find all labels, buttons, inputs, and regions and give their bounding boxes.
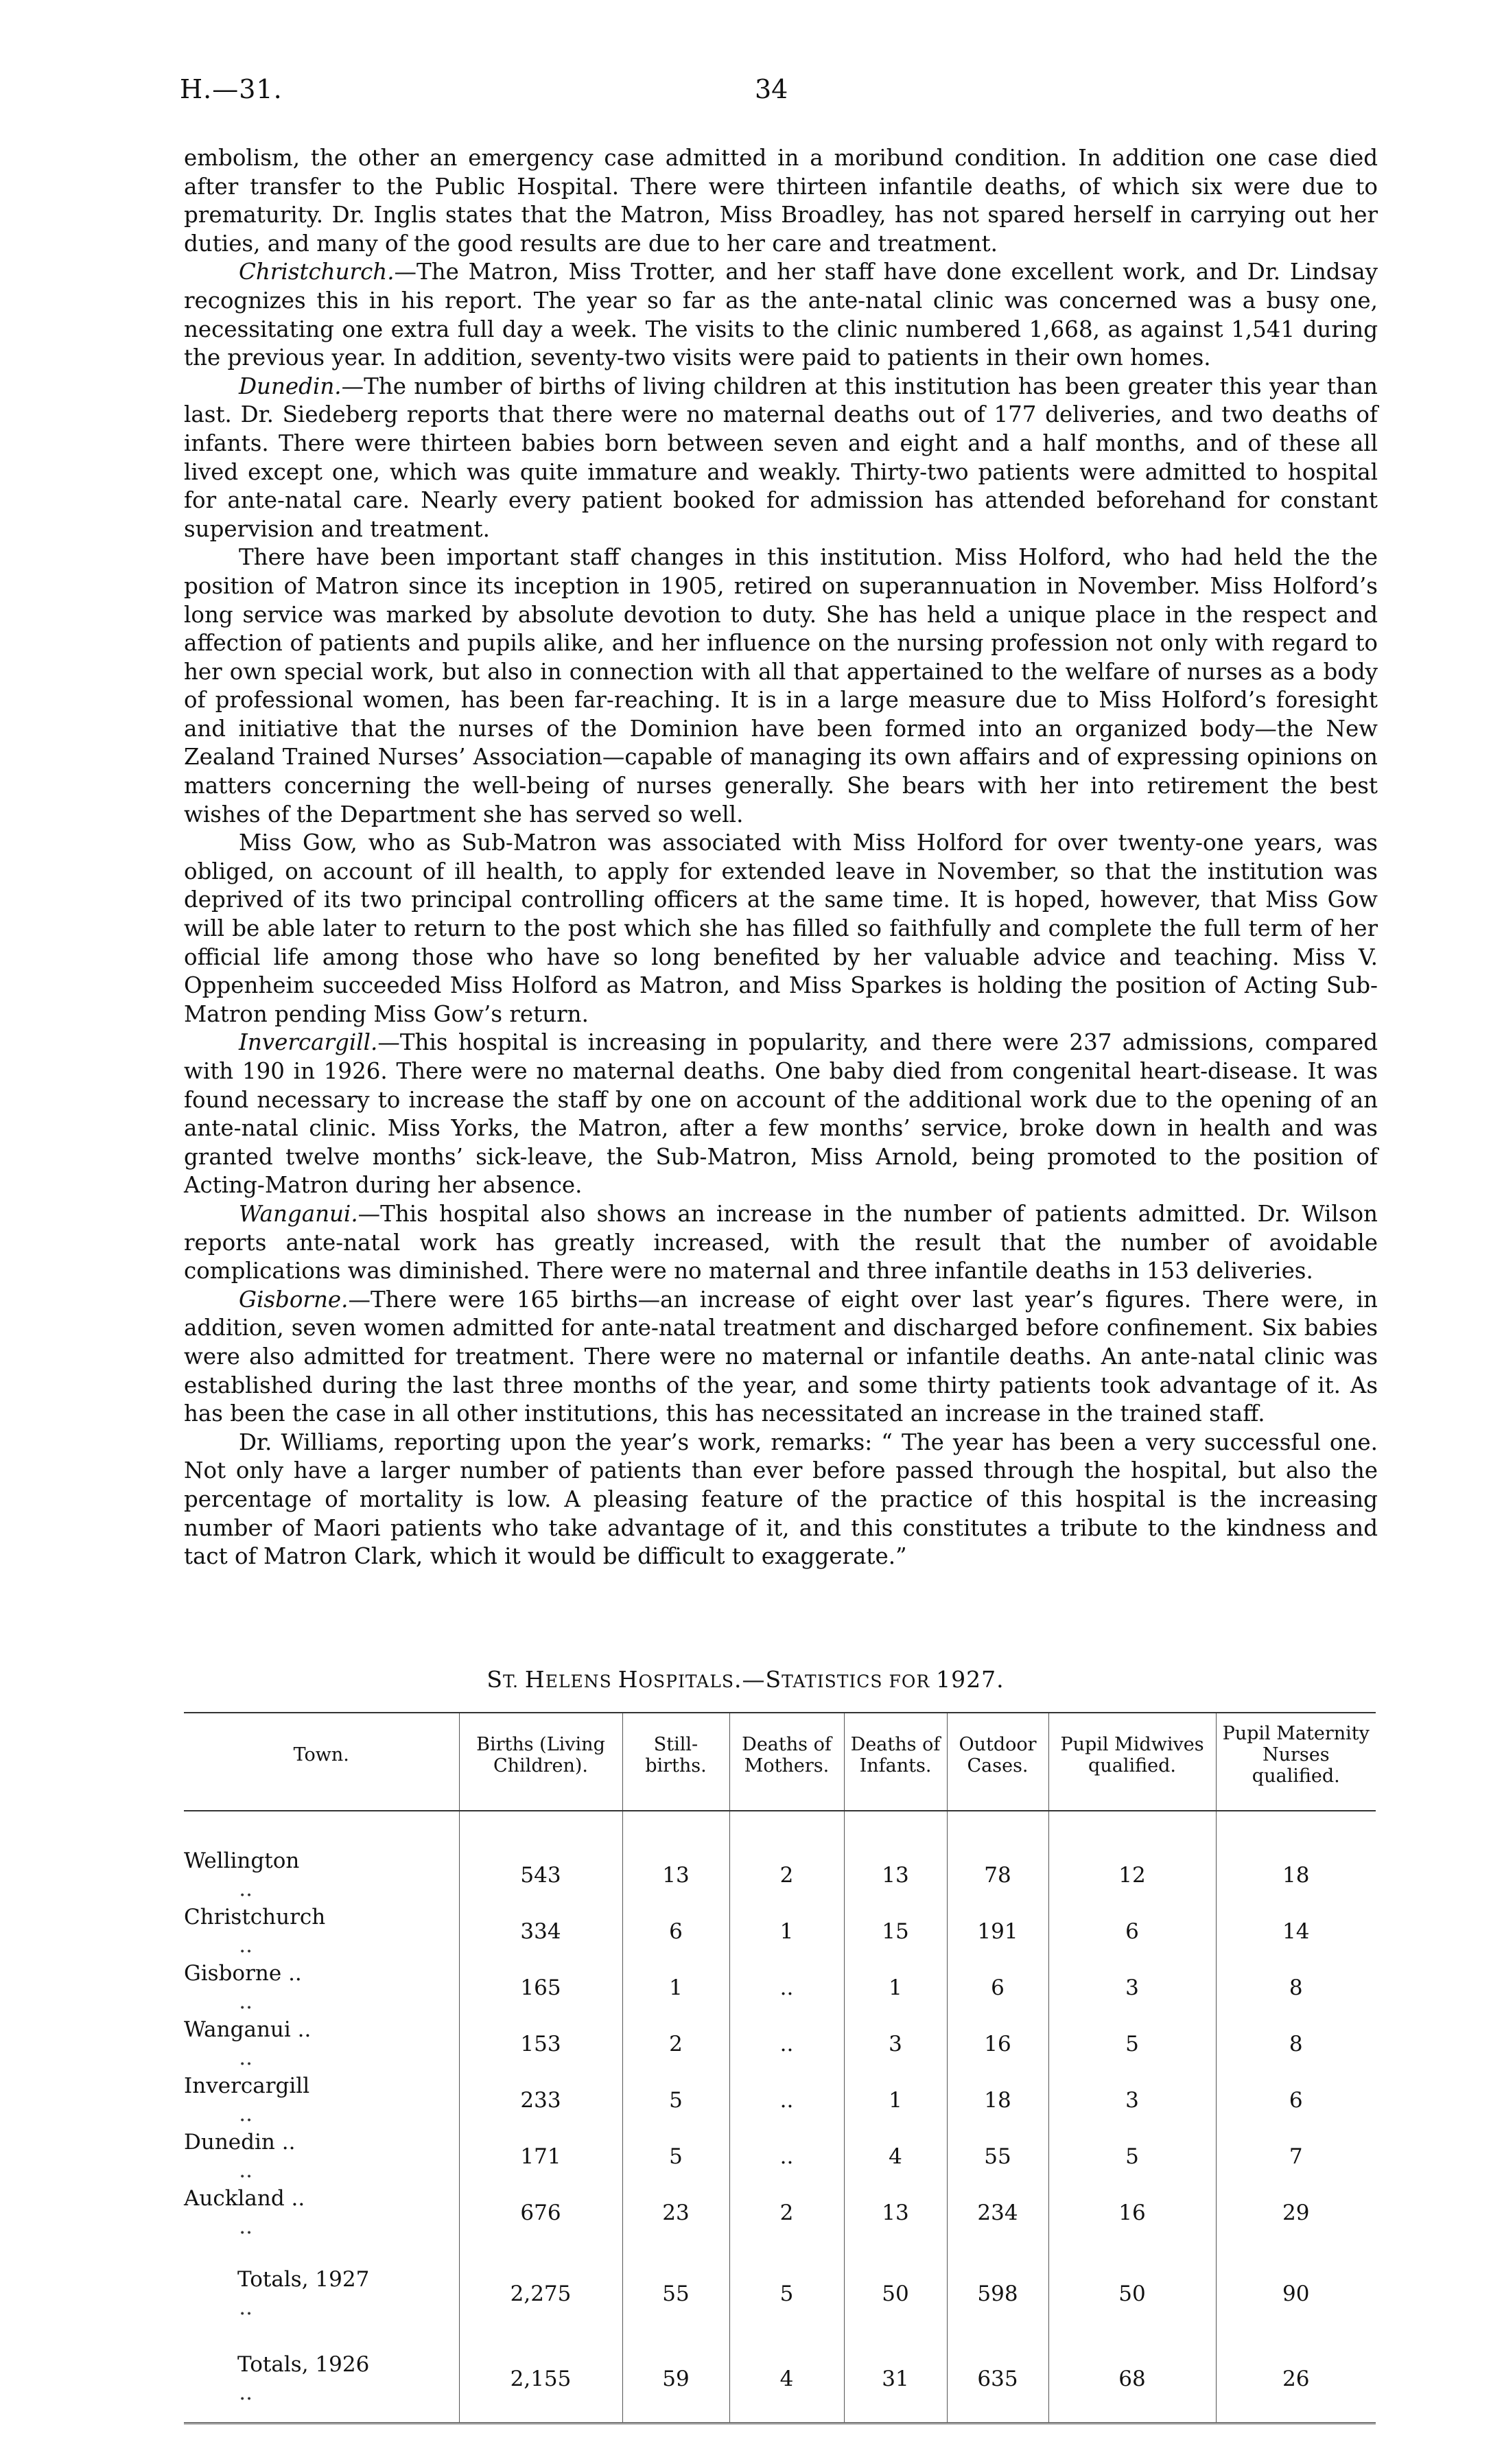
page-number: 34 (755, 74, 788, 104)
value-cell: 7 (1216, 2128, 1376, 2185)
totals-value-cell: 59 (622, 2326, 729, 2424)
value-cell: 233 (459, 2072, 622, 2128)
town-cell (184, 1903, 459, 1960)
value-cell: 4 (844, 2128, 947, 2185)
body-paragraph (184, 258, 1378, 372)
value-cell: 8 (1216, 2016, 1376, 2072)
body-paragraph (184, 1429, 1378, 1571)
table-title (0, 1666, 1491, 1693)
title-part: 1927. (936, 1666, 1005, 1693)
paragraph-text: —The number of births of living children at this institution has been greater this year than last. Dr. Siedeberg reports that there were no maternal deaths out of 177 deliveries, and two deaths of infants. There were thirteen babies born between seven and eight and a half months, and of these all lived except one, which was quite immature and weakly. Thirty-two patients were admitted to hospital for ante-natal care. Nearly every patient booked for admission has attended beforehand for constant supervision and treatment. (184, 373, 1378, 542)
value-cell: 18 (1216, 1811, 1376, 1903)
title-part: ELENS (545, 1671, 618, 1691)
column-header: Outdoor Cases. (947, 1713, 1048, 1811)
column-header: Deaths of Infants. (844, 1713, 947, 1811)
value-cell: 5 (1048, 2128, 1216, 2185)
town-name: Gisborne .. (184, 1961, 302, 1986)
value-cell: 2 (729, 1811, 844, 1903)
table-header-row (184, 1713, 1376, 1811)
table-row (184, 1960, 1376, 2016)
body-paragraph (184, 1200, 1378, 1286)
town-name: Invercargill (184, 2074, 310, 2098)
dot-leader: .. (239, 1877, 253, 1901)
body-paragraph (184, 1029, 1378, 1200)
dot-leader: .. (239, 2214, 253, 2239)
value-cell: 8 (1216, 1960, 1376, 2016)
value-cell: 1 (844, 2072, 947, 2128)
title-part: H (524, 1666, 545, 1693)
totals-value-cell: 50 (844, 2241, 947, 2326)
dot-leader: .. (239, 1989, 253, 2014)
title-part: .— (733, 1666, 766, 1693)
totals-value-cell: 68 (1048, 2326, 1216, 2424)
paragraph-text: Miss Gow, who as Sub-Matron was associated with Miss Holford for over twenty-one years, was obliged, on account of ill health, to apply for extended leave in November, so that the institution was deprived of its two principal controlling officers at the same time. It is hoped, however, that Miss Gow will be able later to return to the post which she has filled so faithfully and complete the full term of her official life among those who have so long benefited by her valuable advice and teaching. Miss V. Oppenheim succeeded Miss Holford as Matron, and Miss Sparkes is holding the position of Acting Sub-Matron pending Miss Gow’s return. (184, 830, 1378, 1027)
value-cell: 18 (947, 2072, 1048, 2128)
value-cell: 15 (844, 1903, 947, 1960)
value-cell: 5 (622, 2128, 729, 2185)
value-cell: 5 (622, 2072, 729, 2128)
value-cell: 78 (947, 1811, 1048, 1903)
town-name: Christchurch (184, 1905, 326, 1929)
value-cell: 6 (1048, 1903, 1216, 1960)
table-row (184, 1903, 1376, 1960)
value-cell: .. (729, 2016, 844, 2072)
value-cell: 2 (622, 2016, 729, 2072)
paragraph-lead: Christchurch. (239, 259, 395, 285)
totals-value-cell: 635 (947, 2326, 1048, 2424)
value-cell: 14 (1216, 1903, 1376, 1960)
town-cell (184, 1960, 459, 2016)
value-cell: 334 (459, 1903, 622, 1960)
totals-label: Totals, 1927 (237, 2267, 370, 2292)
paragraph-text: Dr. Williams, reporting upon the year’s work, remarks: “ The year has been a very successful one. Not only have a larger number of patients than ever before passed through the hospital, but also the percentage of mortality is low. A pleasing feature of the practice of this hospital is the increasing number of Maori patients who take advantage of it, and this constitutes a tribute to the kindness and tact of Matron Clark, which it would be difficult to exaggerate.” (184, 1429, 1378, 1570)
body-paragraph (184, 1286, 1378, 1429)
paragraph-text: —The Matron, Miss Trotter, and her staff have done excellent work, and Dr. Lindsay recognizes this in his report. The year so far as the ante-natal clinic was concerned was a busy one, necessitating one extra full day a week. The visits to the clinic numbered 1,668, as against 1,541 during the previous year. In addition, seventy-two visits were paid to patients in their own homes. (184, 259, 1378, 371)
totals-value-cell: 55 (622, 2241, 729, 2326)
paragraph-text: There have been important staff changes in this institution. Miss Holford, who had held the the position of Matron since its inception in 1905, retired on superannuation in November. Miss Holford’s long service was marked by absolute devotion to duty. She has held a unique place in the respect and affection of patients and pupils alike, and her influence on the nursing profession not only with regard to her own special work, but also in connection with all that appertained to the welfare of nurses as a body of professional women, has been far-reaching. It is in a large measure due to Miss Holford’s foresight and initiative that the nurses of the Dominion have been formed into an organized body—the New Zealand Trained Nurses’ Association—capable of managing its own affairs and of expressing opinions on matters concerning the well-being of nurses generally. She bears with her into retirement the best wishes of the Department she has served so well. (184, 544, 1378, 828)
paragraph-lead: Gisborne. (239, 1286, 349, 1313)
value-cell: 171 (459, 2128, 622, 2185)
value-cell: 12 (1048, 1811, 1216, 1903)
value-cell: 1 (622, 1960, 729, 2016)
town-name: Auckland .. (184, 2186, 305, 2211)
value-cell: 165 (459, 1960, 622, 2016)
paragraph-text: —There were 165 births—an increase of eight over last year’s figures. There were, in addition, seven women admitted for ante-natal treatment and discharged before confinement. Six babies were also admitted for treatment. There were no maternal or infantile deaths. An ante-natal clinic was established during the last three months of the year, and some thirty patients took advantage of it. As has been the case in all other institutions, this has necessitated an increase in the trained staff. (184, 1286, 1378, 1427)
value-cell: 3 (844, 2016, 947, 2072)
column-header: Town. (184, 1713, 459, 1811)
paragraph-text: —This hospital also shows an increase in the number of patients admitted. Dr. Wilson reports ante-natal work has greatly increased, with the result that the number of avoidable complications was diminished. There were no maternal and three infantile deaths in 153 deliveries. (184, 1200, 1378, 1284)
value-cell: 3 (1048, 2072, 1216, 2128)
body-paragraph (184, 829, 1378, 1029)
value-cell: 543 (459, 1811, 622, 1903)
totals-label-cell (184, 2326, 459, 2424)
totals-value-cell: 26 (1216, 2326, 1376, 2424)
town-name: Wellington (184, 1849, 300, 1873)
value-cell: 5 (1048, 2016, 1216, 2072)
dot-leader: .. (239, 2045, 253, 2070)
value-cell: 16 (1048, 2185, 1216, 2241)
table-row (184, 2072, 1376, 2128)
value-cell: 16 (947, 2016, 1048, 2072)
title-part: OSPITALS (638, 1671, 734, 1691)
body-paragraph (184, 373, 1378, 544)
totals-value-cell: 90 (1216, 2241, 1376, 2326)
paragraph-lead: Dunedin. (239, 373, 342, 399)
totals-row (184, 2326, 1376, 2424)
column-header: Pupil Midwives qualified. (1048, 1713, 1216, 1811)
totals-value-cell: 5 (729, 2241, 844, 2326)
value-cell: 6 (947, 1960, 1048, 2016)
table-row (184, 2128, 1376, 2185)
totals-label: Totals, 1926 (237, 2352, 370, 2377)
totals-value-cell: 598 (947, 2241, 1048, 2326)
body-paragraph (184, 144, 1378, 258)
report-body (184, 144, 1378, 1571)
dot-leader: .. (239, 2102, 253, 2126)
dot-leader: .. (239, 2158, 253, 2183)
paragraph-lead: Wanganui. (239, 1200, 358, 1227)
value-cell: 1 (729, 1903, 844, 1960)
value-cell: 191 (947, 1903, 1048, 1960)
value-cell: .. (729, 1960, 844, 2016)
value-cell: 55 (947, 2128, 1048, 2185)
value-cell: 23 (622, 2185, 729, 2241)
town-name: Dunedin .. (184, 2130, 296, 2155)
town-cell (184, 2016, 459, 2072)
value-cell: .. (729, 2072, 844, 2128)
value-cell: 676 (459, 2185, 622, 2241)
town-cell (184, 2128, 459, 2185)
totals-value-cell: 31 (844, 2326, 947, 2424)
value-cell: 6 (622, 1903, 729, 1960)
page-header (0, 74, 1491, 115)
town-cell (184, 2185, 459, 2241)
title-part: T. (503, 1671, 525, 1691)
value-cell: 3 (1048, 1960, 1216, 2016)
value-cell: 13 (844, 2185, 947, 2241)
value-cell: 6 (1216, 2072, 1376, 2128)
body-paragraph (184, 543, 1378, 829)
town-cell (184, 1811, 459, 1903)
town-cell (184, 2072, 459, 2128)
paragraph-text: embolism, the other an emergency case admitted in a moribund condition. In addition one case died after transfer to the Public Hospital. There were thirteen infantile deaths, of which six were due to prematurity. Dr. Inglis states that the Matron, Miss Broadley, has not spared herself in carrying out her duties, and many of the good results are due to her care and treatment. (184, 145, 1378, 257)
title-part: S (765, 1666, 782, 1693)
totals-value-cell: 50 (1048, 2241, 1216, 2326)
title-part: TATISTICS FOR (782, 1671, 937, 1691)
totals-row (184, 2241, 1376, 2326)
value-cell: 153 (459, 2016, 622, 2072)
totals-value-cell: 4 (729, 2326, 844, 2424)
paragraph-text: —This hospital is increasing in popularity, and there were 237 admissions, compared with 190 in 1926. There were no maternal deaths. One baby died from congenital heart-disease. It was found necessary to increase the staff by one on account of the additional work due to the opening of an ante-natal clinic. Miss Yorks, the Matron, after a few months’ service, broke down in health and was granted twelve months’ sick-leave, the Sub-Matron, Miss Arnold, being promoted to the position of Acting-Matron during her absence. (184, 1029, 1378, 1199)
town-name: Wanganui .. (184, 2017, 312, 2042)
dot-leader: .. (239, 2295, 253, 2320)
value-cell: 29 (1216, 2185, 1376, 2241)
column-header: Births (Living Children). (459, 1713, 622, 1811)
statistics-table (184, 1712, 1376, 2424)
table-row (184, 2185, 1376, 2241)
value-cell: 2 (729, 2185, 844, 2241)
totals-label-cell (184, 2241, 459, 2326)
value-cell: 13 (844, 1811, 947, 1903)
paragraph-lead: Invercargill. (239, 1029, 378, 1056)
value-cell: 13 (622, 1811, 729, 1903)
dot-leader: .. (239, 2380, 253, 2405)
title-part: S (486, 1666, 503, 1693)
document-reference: H.—31. (180, 74, 283, 104)
table-row (184, 1811, 1376, 1903)
column-header: Deaths of Mothers. (729, 1713, 844, 1811)
title-part: H (618, 1666, 639, 1693)
totals-value-cell: 2,155 (459, 2326, 622, 2424)
dot-leader: .. (239, 1933, 253, 1958)
totals-value-cell: 2,275 (459, 2241, 622, 2326)
value-cell: 234 (947, 2185, 1048, 2241)
value-cell: 1 (844, 1960, 947, 2016)
column-header: Pupil Maternity Nurses qualified. (1216, 1713, 1376, 1811)
value-cell: .. (729, 2128, 844, 2185)
column-header: Still-births. (622, 1713, 729, 1811)
table-row (184, 2016, 1376, 2072)
